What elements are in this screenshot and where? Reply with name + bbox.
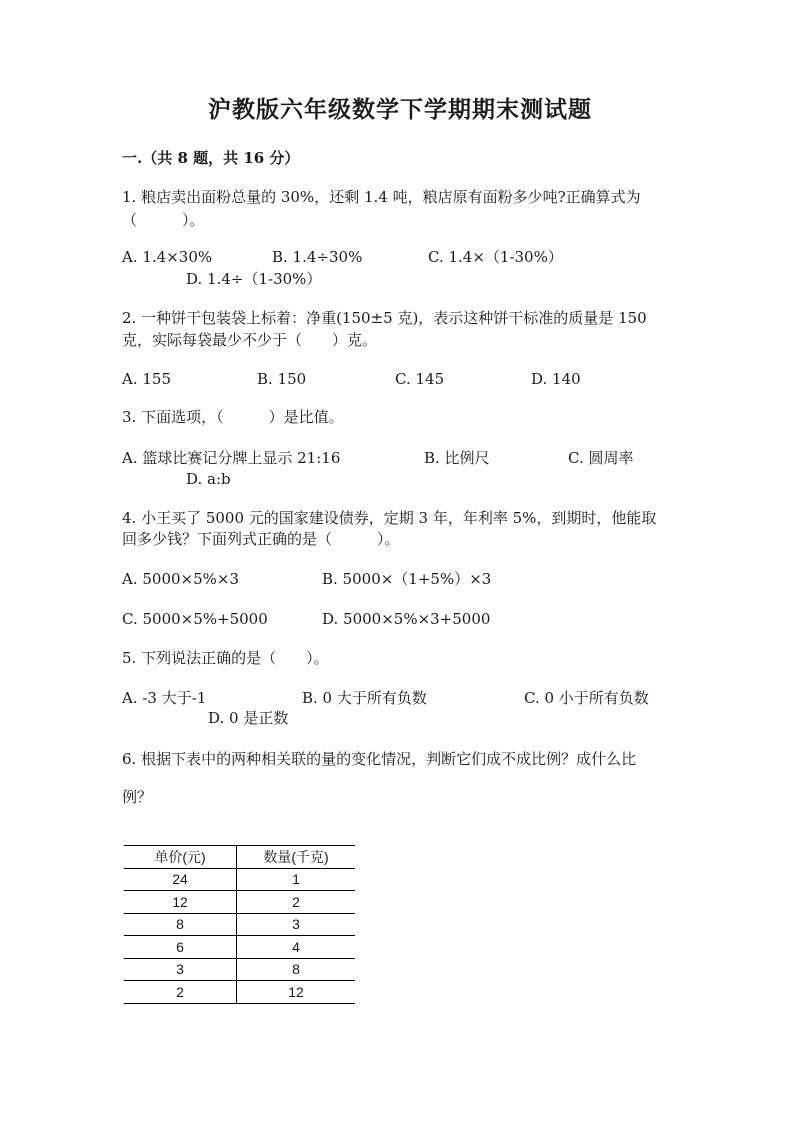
question-1-option-c: C. 1.4×（1-30%）: [428, 248, 563, 266]
table-cell-quantity: 1: [237, 868, 356, 891]
table-cell-price: 8: [124, 913, 237, 936]
question-3-option-b: B. 比例尺: [424, 449, 490, 467]
question-4-line-1: 4. 小王买了 5000 元的国家建设债券，定期 3 年，年利率 5%，到期时，他能取: [122, 509, 657, 527]
question-3-option-c: C. 圆周率: [568, 449, 634, 467]
question-2-option-a: A. 155: [122, 370, 171, 388]
question-3-option-d: D. a:b: [186, 470, 231, 488]
question-5-option-d: D. 0 是正数: [208, 709, 289, 727]
question-4-option-b: B. 5000×（1+5%）×3: [322, 570, 492, 588]
question-5-option-b: B. 0 大于所有负数: [302, 689, 427, 707]
question-2-option-c: C. 145: [395, 370, 445, 388]
question-5-option-a: A. -3 大于-1: [122, 689, 207, 707]
table-row: [124, 868, 355, 891]
question-2-option-d: D. 140: [531, 370, 581, 388]
question-1-line-2: （ ）。: [122, 211, 205, 229]
table-cell-quantity: 2: [237, 891, 356, 914]
question-5-option-c: C. 0 小于所有负数: [524, 689, 649, 707]
table-header-quantity: 数量(千克): [237, 846, 356, 869]
question-1-option-b: B. 1.4÷30%: [272, 248, 363, 266]
table-cell-price: 2: [124, 981, 237, 1004]
table-cell-price: 24: [124, 868, 237, 891]
table-cell-quantity: 12: [237, 981, 356, 1004]
question-1-line-1: 1. 粮店卖出面粉总量的 30%，还剩 1.4 吨，粮店原有面粉多少吨?正确算式为: [122, 188, 641, 206]
price-quantity-table: [124, 845, 355, 1004]
question-6-line-2: 例？: [122, 788, 153, 806]
table-cell-price: 3: [124, 958, 237, 981]
question-1-option-d: D. 1.4÷（1-30%）: [186, 270, 322, 288]
question-6-line-1: 6. 根据下表中的两种相关联的量的变化情况，判断它们成不成比例？成什么比: [122, 750, 637, 768]
question-4-line-2: 回多少钱？下面列式正确的是（ ）。: [122, 530, 400, 548]
table-cell-quantity: 4: [237, 936, 356, 959]
table-row: [124, 958, 355, 981]
table-row: [124, 891, 355, 914]
question-2-option-b: B. 150: [257, 370, 307, 388]
section-header: 一.（共 8 题，共 16 分）: [122, 149, 300, 167]
question-2-line-2: 克，实际每袋最少不少于（ ）克。: [122, 331, 378, 349]
page-title: 沪教版六年级数学下学期期末测试题: [208, 96, 592, 123]
question-4-option-a: A. 5000×5%×3: [122, 570, 240, 588]
table-cell-price: 12: [124, 891, 237, 914]
table-cell-price: 6: [124, 936, 237, 959]
table-row: [124, 936, 355, 959]
question-5-line-1: 5. 下列说法正确的是（ ）。: [122, 649, 329, 667]
table-cell-quantity: 8: [237, 958, 356, 981]
question-3-option-a: A. 篮球比赛记分牌上显示 21:16: [122, 449, 341, 467]
table-row: [124, 913, 355, 936]
table-header-price: 单价(元): [124, 846, 237, 869]
table-header-row: [124, 846, 355, 869]
question-4-option-d: D. 5000×5%×3+5000: [322, 610, 491, 628]
question-2-line-1: 2. 一种饼干包装袋上标着：净重(150±5 克)，表示这种饼干标准的质量是 150: [122, 309, 647, 327]
table-cell-quantity: 3: [237, 913, 356, 936]
question-1-option-a: A. 1.4×30%: [122, 248, 213, 266]
question-3-line-1: 3. 下面选项，（ ）是比值。: [122, 408, 344, 426]
question-4-option-c: C. 5000×5%+5000: [122, 610, 268, 628]
table-row: [124, 981, 355, 1004]
